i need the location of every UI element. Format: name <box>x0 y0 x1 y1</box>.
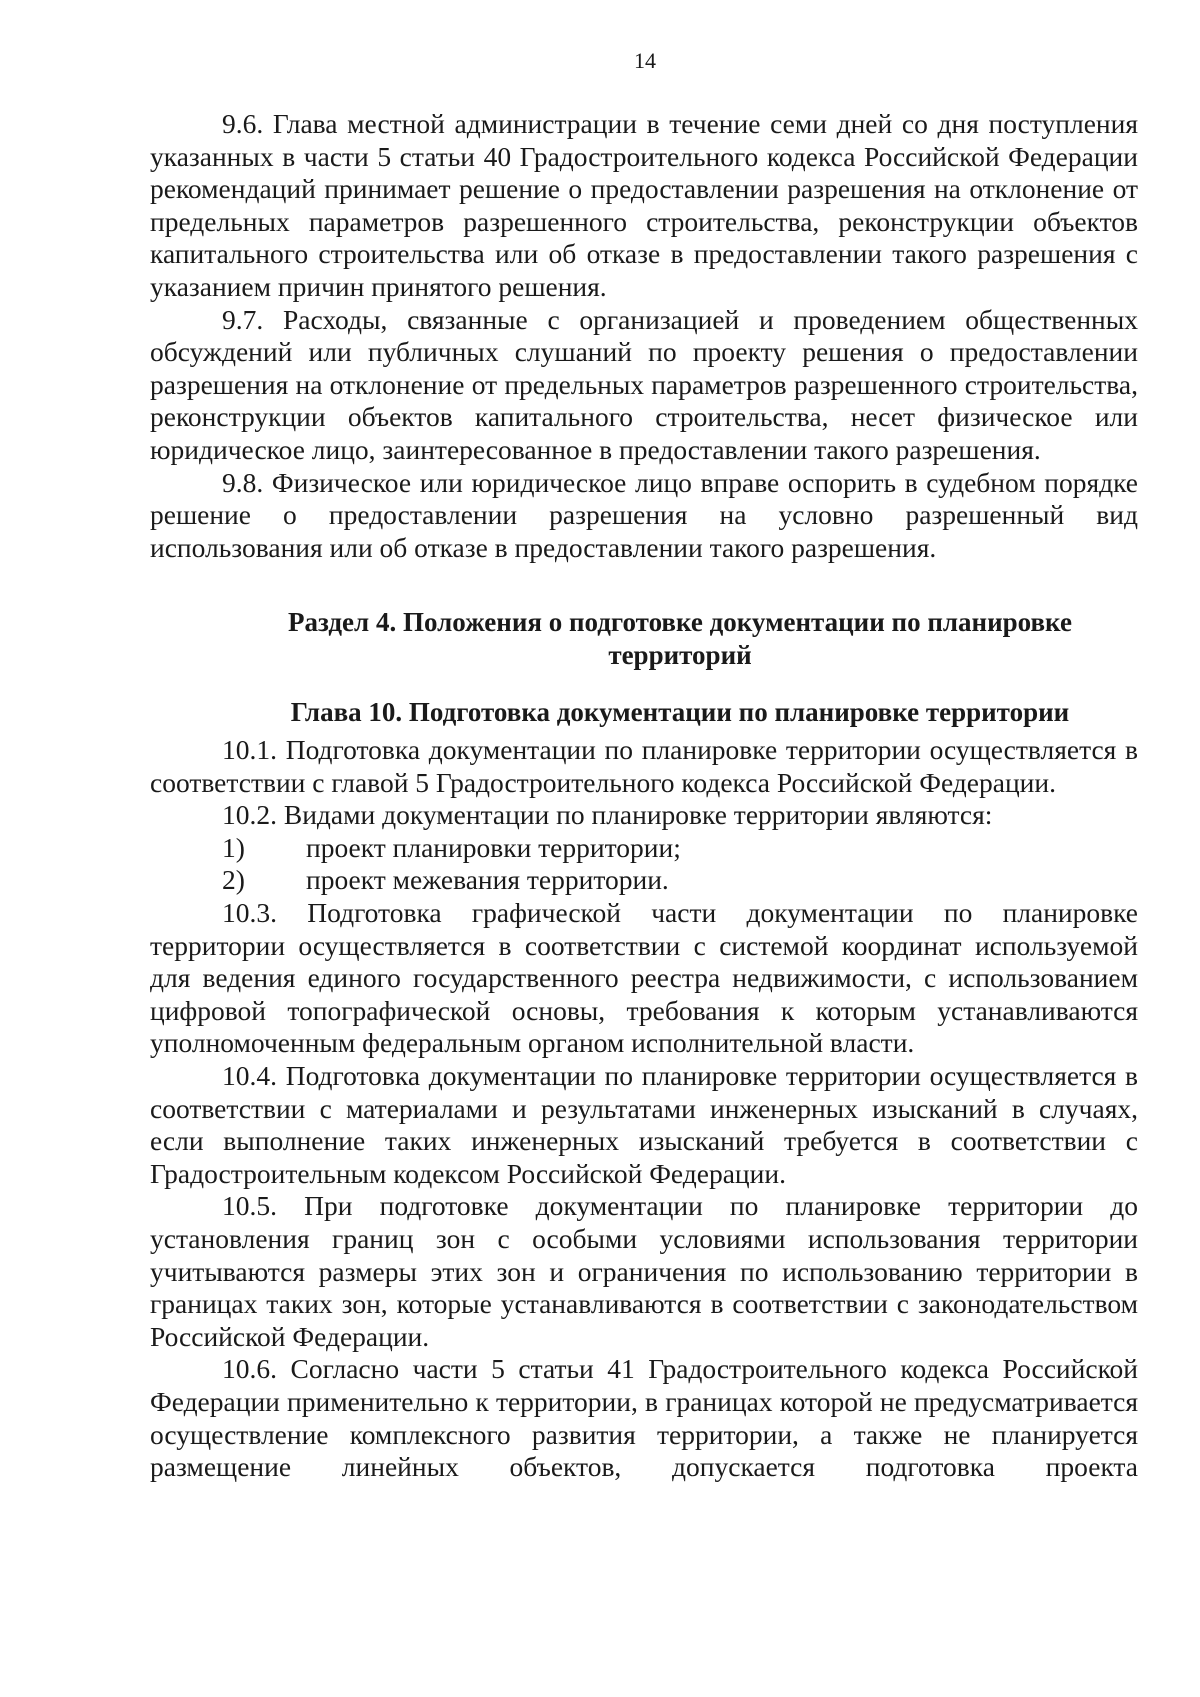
paragraph-10-3 <box>150 897 1138 1060</box>
paragraph-9-7 <box>150 304 1138 467</box>
chapter-heading: Глава 10. Подготовка документации по планировке территории <box>290 696 1070 727</box>
paragraph-10-5 <box>150 1190 1138 1353</box>
paragraph-number: 10.3. <box>222 897 277 929</box>
paragraph-number: 10.2. <box>222 799 277 831</box>
paragraph-text: Глава местной администрации в течение семи дней со дня поступления указанных в части 5 статьи 40 Градостроительного кодекса Российской Федерации рекомендаций принимает решение о предоставлении разрешения на отклонение от предельных параметров разрешенного строительства, реконструкции объектов капитального строительства или об отказе в предоставлении такого разрешения с указанием причин принятого решения. <box>150 108 1138 302</box>
list-item-text: проект межевания территории. <box>306 864 669 896</box>
paragraph-number: 10.6. <box>222 1353 277 1385</box>
paragraph-10-2 <box>150 799 1138 832</box>
paragraph-text: Физическое или юридическое лицо вправе оспорить в судебном порядке решение о предоставлении разрешения на условно разрешенный вид использования или об отказе в предоставлении такого разрешения. <box>150 466 1138 563</box>
paragraph-text: Согласно части 5 статьи 41 Градостроительного кодекса Российской Федерации применительно к территории, в границах которой не предусматривается осуществление комплексного развития территории, а также не планируется размещение линейных объектов, допускается подготовка проекта <box>150 1353 1139 1483</box>
paragraph-10-4 <box>150 1060 1138 1190</box>
paragraph-number: 10.5. <box>222 1190 277 1222</box>
paragraph-number: 9.7. <box>222 303 264 335</box>
list-item <box>150 832 1138 865</box>
paragraph-text: Подготовка документации по планировке территории осуществляется в соответствии с главой 5 Градостроительного кодекса Российской Федерации. <box>150 734 1139 798</box>
paragraph-10-1 <box>150 734 1138 799</box>
paragraph-9-6 <box>150 108 1138 304</box>
paragraph-number: 10.1. <box>222 734 277 766</box>
paragraph-text: При подготовке документации по планировке территории до установления границ зон с особыми условиями использования территории учитываются размеры этих зон и ограничения по использованию территории в границах таких зон, которые устанавливаются в соответствии с законодательством Российской Федерации. <box>150 1190 1138 1352</box>
list-marker: 2) <box>222 864 245 896</box>
paragraph-text: Видами документации по планировке территории являются: <box>283 799 993 831</box>
paragraph-number: 9.6. <box>222 108 264 139</box>
paragraph-9-8 <box>150 467 1138 565</box>
section-heading: Раздел 4. Положения о подготовке документации по планировке территорий <box>288 607 1072 670</box>
list-marker: 1) <box>222 831 245 863</box>
paragraph-number: 10.4. <box>222 1060 277 1092</box>
paragraph-text: Расходы, связанные с организацией и проведением общественных обсуждений или публичных слушаний по проекту решения о предоставлении разрешения на отклонение от предельных параметров разрешенного строительства, реконструкции объектов капитального строительства, несет физическое или юридическое лицо, заинтересованное в предоставлении такого разрешения. <box>150 303 1138 465</box>
paragraph-text: Подготовка документации по планировке территории осуществляется в соответствии с материалами и результатами инженерных изысканий в случаях, если выполнение таких инженерных изысканий требуется в соответствии с Градостроительным кодексом Российской Федерации. <box>150 1060 1139 1189</box>
paragraph-text: Подготовка графической части документации по планировке территории осуществляется в соответствии с системой координат используемой для ведения единого государственного реестра недвижимости, с использованием цифровой топографической основы, требования к которым устанавливаются уполномоченным федеральным органом исполнительной власти. <box>150 897 1139 1059</box>
paragraph-10-6 <box>150 1353 1138 1483</box>
page-number: 14 <box>634 48 656 73</box>
paragraph-number: 9.8. <box>222 466 264 498</box>
document-body <box>150 108 1138 1484</box>
list-item <box>150 864 1138 897</box>
list-item-text: проект планировки территории; <box>306 831 681 863</box>
